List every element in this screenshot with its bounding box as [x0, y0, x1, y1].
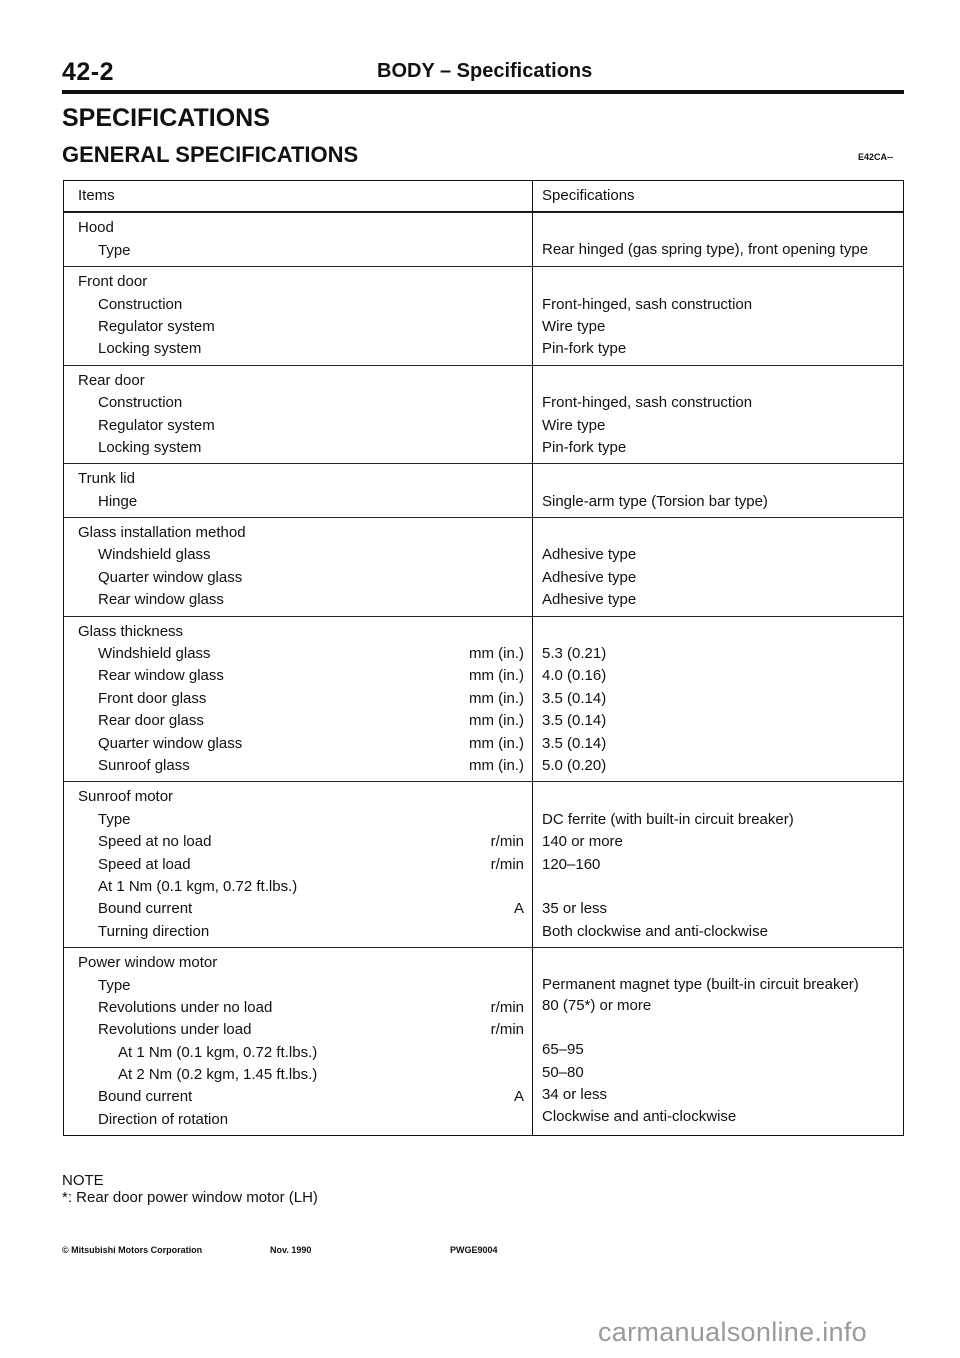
item-spec: 3.5 (0.14) — [542, 712, 607, 730]
item-spec: 65–95 — [542, 1041, 584, 1059]
footer-date: Nov. 1990 — [270, 1245, 312, 1255]
item-spec: 5.0 (0.20) — [542, 756, 607, 774]
item-unit: mm (in.) — [469, 756, 524, 774]
item-label: Construction — [98, 295, 183, 313]
item-label: Type — [98, 810, 131, 828]
item-spec: Clockwise and anti-clockwise — [542, 1108, 737, 1126]
spec-table — [63, 180, 904, 1136]
item-unit: A — [513, 1088, 524, 1106]
item-unit: r/min — [490, 833, 524, 851]
item-label: At 2 Nm (0.2 kgm, 1.45 ft.lbs.) — [118, 1066, 318, 1084]
item-spec: 4.0 (0.16) — [542, 667, 607, 685]
table-row — [64, 463, 903, 517]
item-spec: Front-hinged, sash construction — [542, 394, 753, 412]
item-spec: Front-hinged, sash construction — [542, 295, 753, 313]
item-label: Locking system — [98, 438, 202, 456]
item-spec: Single-arm type (Torsion bar type) — [542, 492, 768, 510]
item-unit: mm (in.) — [469, 689, 524, 707]
item-label: Rear window glass — [98, 667, 224, 685]
item-label: Construction — [98, 394, 183, 412]
item-label: Bound current — [98, 1088, 193, 1106]
item-label: Quarter window glass — [98, 734, 243, 752]
item-unit: r/min — [490, 855, 524, 873]
item-spec — [542, 876, 897, 898]
item-spec: Adhesive type — [542, 591, 637, 609]
item-unit: mm (in.) — [469, 712, 524, 730]
page-subtitle: GENERAL SPECIFICATIONS — [62, 142, 359, 167]
item-label: Locking system — [98, 340, 202, 358]
watermark: carmanualsonline.info — [598, 1317, 867, 1347]
table-row — [64, 781, 903, 947]
note-text: *: Rear door power window motor (LH) — [62, 1189, 318, 1206]
table-row — [64, 947, 903, 1135]
item-label: Speed at no load — [98, 833, 212, 851]
item-unit: mm (in.) — [469, 734, 524, 752]
item-spec — [542, 621, 897, 643]
item-label: Revolutions under load — [98, 1021, 252, 1039]
item-spec — [542, 370, 897, 392]
table-header-row — [64, 181, 903, 212]
item-unit: A — [513, 900, 524, 918]
item-spec: Wire type — [542, 317, 606, 335]
column-divider — [532, 181, 533, 1135]
item-label: At 1 Nm (0.1 kgm, 0.72 ft.lbs.) — [118, 1043, 318, 1061]
item-label: Glass thickness — [78, 622, 184, 640]
item-unit: mm (in.) — [469, 645, 524, 663]
item-unit: r/min — [490, 998, 524, 1016]
item-label: Windshield glass — [98, 546, 211, 564]
item-spec: 140 or more — [542, 833, 623, 851]
item-label: Regulator system — [98, 317, 215, 335]
item-spec: 34 or less — [542, 1086, 608, 1104]
item-spec: Adhesive type — [542, 568, 637, 586]
item-spec: 120–160 — [542, 855, 601, 873]
item-spec: Pin-fork type — [542, 340, 627, 358]
item-label: Windshield glass — [98, 645, 211, 663]
item-spec: 80 (75*) or more — [542, 996, 652, 1014]
item-label: Front door glass — [98, 689, 207, 707]
item-label: Front door — [78, 273, 148, 291]
item-label: Bound current — [98, 900, 193, 918]
item-spec: 35 or less — [542, 900, 608, 918]
item-label: Hood — [78, 219, 114, 237]
item-spec — [542, 271, 897, 293]
item-spec: Adhesive type — [542, 546, 637, 564]
footer-code: PWGE9004 — [450, 1245, 498, 1255]
item-label: Rear door glass — [98, 712, 204, 730]
item-unit: mm (in.) — [469, 667, 524, 685]
table-row — [64, 616, 903, 782]
item-spec: 3.5 (0.14) — [542, 734, 607, 752]
item-spec: Rear hinged (gas spring type), front opening type — [542, 240, 869, 258]
footer-copyright: © Mitsubishi Motors Corporation — [62, 1245, 203, 1255]
item-label: Speed at load — [98, 855, 191, 873]
item-label: Sunroof glass — [98, 756, 190, 774]
item-spec — [542, 1017, 897, 1039]
item-spec: Wire type — [542, 416, 606, 434]
section-code: E42CA-- — [858, 152, 894, 162]
table-row — [64, 212, 903, 266]
item-label: Turning direction — [98, 922, 210, 940]
table-row — [64, 266, 903, 365]
item-label: Glass installation method — [78, 524, 246, 542]
item-spec — [542, 522, 897, 544]
table-body — [64, 212, 903, 1135]
item-label: Revolutions under no load — [98, 998, 273, 1016]
item-spec — [542, 786, 897, 808]
note — [62, 1172, 318, 1206]
item-label: At 1 Nm (0.1 kgm, 0.72 ft.lbs.) — [98, 877, 298, 895]
page-number: 42-2 — [62, 58, 115, 86]
item-label: Trunk lid — [78, 470, 135, 488]
item-label: Hinge — [98, 492, 138, 510]
item-label: Power window motor — [78, 954, 218, 972]
item-spec — [542, 217, 897, 239]
table-row — [64, 517, 903, 616]
page-title: SPECIFICATIONS — [62, 104, 270, 132]
item-label: Type — [98, 241, 131, 259]
item-label: Regulator system — [98, 416, 215, 434]
item-spec: Both clockwise and anti-clockwise — [542, 922, 768, 940]
col-header-specs: Specifications — [542, 187, 635, 204]
item-spec: 3.5 (0.14) — [542, 689, 607, 707]
item-label: Direction of rotation — [98, 1110, 229, 1128]
item-label: Rear window glass — [98, 591, 224, 609]
item-label: Type — [98, 976, 131, 994]
item-spec — [542, 468, 897, 490]
item-spec: Pin-fork type — [542, 438, 627, 456]
note-title: NOTE — [62, 1172, 104, 1189]
item-spec: 50–80 — [542, 1063, 584, 1081]
item-spec: Permanent magnet type (built-in circuit breaker) — [542, 975, 859, 993]
item-label: Quarter window glass — [98, 568, 243, 586]
item-spec — [542, 952, 897, 974]
item-label: Rear door — [78, 371, 145, 389]
item-spec: DC ferrite (with built-in circuit breaker) — [542, 810, 794, 828]
table-row — [64, 365, 903, 464]
item-unit: r/min — [490, 1021, 524, 1039]
col-header-items: Items — [78, 187, 115, 204]
item-label: Sunroof motor — [78, 788, 174, 806]
section-title: BODY – Specifications — [377, 60, 593, 82]
item-spec: 5.3 (0.21) — [542, 645, 607, 663]
page-header — [62, 58, 904, 94]
